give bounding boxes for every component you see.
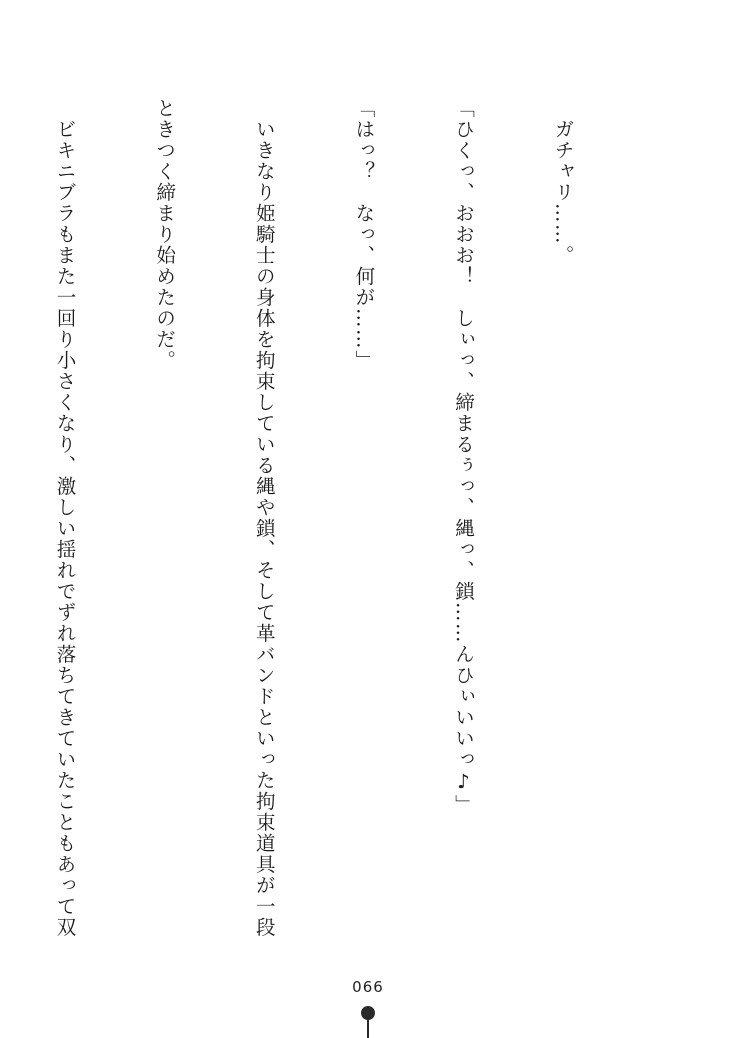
text-line: ガチャリ……。: [551, 98, 575, 266]
text-line: 「ひくっ、おおお！ しぃっ、締まるぅっ、縄っ、鎖……んひぃいいっ♪」: [451, 98, 475, 816]
vertical-text-body: [53, 98, 646, 938]
text-line: 「はっ？ なっ、何が……」: [352, 98, 376, 371]
page-marker-line: [367, 1016, 369, 1038]
text-line: ビキニブラもまた一回り小さくなり、激しい揺れでずれ落ちてきていたこともあって双: [53, 98, 77, 938]
text-line: いきなり姫騎士の身体を拘束している縄や鎖、そして革バンドといった拘束道具が一段: [252, 98, 276, 938]
text-line: ときつく締まり始めたのだ。: [153, 98, 177, 371]
page-number: 066: [352, 978, 384, 996]
